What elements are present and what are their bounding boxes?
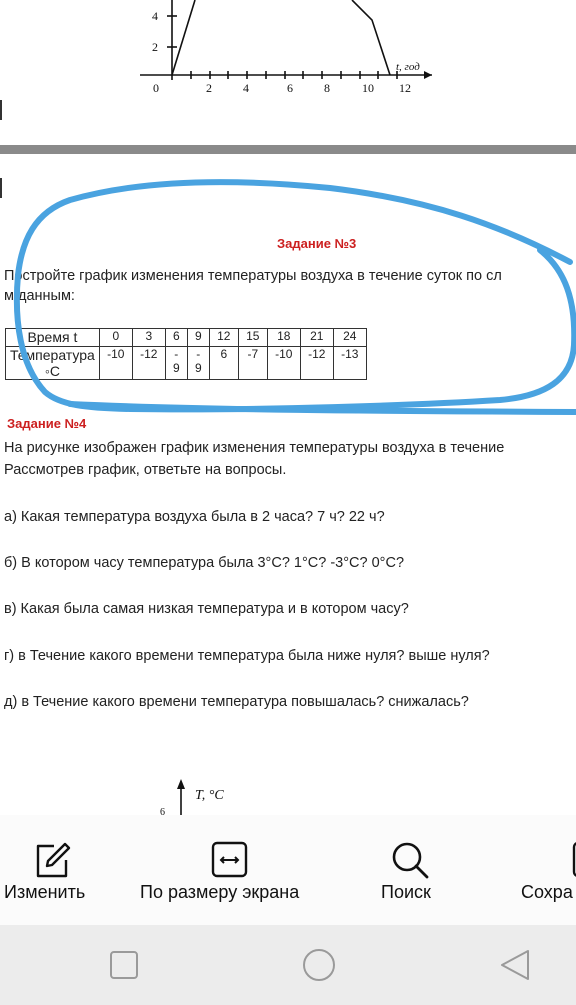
table-cell: 3 bbox=[132, 329, 165, 347]
table-row bbox=[6, 329, 367, 347]
top-graph bbox=[0, 0, 576, 140]
table-cell: 6 bbox=[165, 329, 187, 347]
y-tick-label: 2 bbox=[152, 40, 158, 54]
page-separator bbox=[0, 145, 576, 154]
table-cell bbox=[238, 347, 267, 380]
table-cell: 0 bbox=[99, 329, 132, 347]
task4-text-line: На рисунке изображен график изменения температуры воздуха в течение bbox=[4, 440, 505, 456]
search-label: Поиск bbox=[381, 882, 431, 902]
table-cell bbox=[300, 347, 333, 380]
fit-screen-button[interactable] bbox=[130, 815, 330, 925]
y-tick-label: 4 bbox=[152, 9, 158, 23]
table-cell bbox=[6, 347, 100, 380]
task4-title: Задание №4 bbox=[7, 416, 87, 431]
x-axis-label: t, год bbox=[396, 61, 420, 73]
cell-line: -10 bbox=[107, 347, 125, 361]
edit-label: Изменить bbox=[4, 882, 86, 902]
bottom-graph bbox=[140, 775, 260, 815]
falling-line bbox=[352, 0, 390, 75]
cell-line: - bbox=[174, 347, 179, 361]
question-b: б) В котором часу температура была 3°С? 1°С? -3°С? 0°С? bbox=[4, 555, 405, 571]
table-cell: 9 bbox=[187, 329, 209, 347]
triangle-back-icon[interactable] bbox=[497, 947, 533, 983]
table-cell bbox=[99, 347, 132, 380]
x-tick-label: 2 bbox=[206, 81, 212, 95]
search-icon bbox=[390, 840, 430, 880]
table-cell: 21 bbox=[300, 329, 333, 347]
cell-line: 9 bbox=[194, 361, 202, 375]
question-c: в) Какая была самая низкая температура и в котором часу? bbox=[4, 601, 409, 617]
svg-text:6: 6 bbox=[160, 807, 165, 815]
x-tick-label: 0 bbox=[153, 81, 159, 95]
cell-line: -13 bbox=[341, 347, 359, 361]
fit-screen-label: По размеру экрана bbox=[140, 882, 300, 902]
cell-line: 9 bbox=[172, 361, 180, 375]
rising-line bbox=[172, 0, 195, 75]
x-tick-label: 12 bbox=[399, 81, 411, 95]
table-cell bbox=[209, 347, 238, 380]
table-cell bbox=[333, 347, 366, 380]
cell-line: ◦C bbox=[44, 363, 60, 379]
bottom-toolbar bbox=[0, 815, 576, 925]
cell-line: - bbox=[196, 347, 201, 361]
table-cell: 18 bbox=[267, 329, 300, 347]
square-icon[interactable] bbox=[106, 947, 142, 983]
task3-text-line: Постройте график изменения температуры воздуха в течение суток по сл bbox=[4, 268, 502, 284]
task4-text-line: Рассмотрев график, ответьте на вопросы. bbox=[4, 462, 287, 478]
cell-line: -10 bbox=[275, 347, 293, 361]
x-tick-label: 8 bbox=[324, 81, 330, 95]
table-cell bbox=[165, 347, 187, 380]
cell-line: -7 bbox=[247, 347, 259, 361]
question-a: а) Какая температура воздуха была в 2 часа? 7 ч? 22 ч? bbox=[4, 509, 385, 525]
table-cell bbox=[187, 347, 209, 380]
table-cell: 24 bbox=[333, 329, 366, 347]
question-d: г) в Течение какого времени температура была ниже нуля? выше нуля? bbox=[4, 648, 490, 664]
task3-title: Задание №3 bbox=[277, 236, 357, 251]
x-tick-label: 4 bbox=[243, 81, 249, 95]
edit-button[interactable] bbox=[0, 815, 100, 925]
fit-screen-icon bbox=[210, 840, 250, 880]
table-cell: 12 bbox=[209, 329, 238, 347]
cell-line: -12 bbox=[140, 347, 158, 361]
table-cell bbox=[267, 347, 300, 380]
save-button[interactable] bbox=[515, 815, 576, 925]
x-tick-label: 10 bbox=[362, 81, 374, 95]
table-cell bbox=[132, 347, 165, 380]
text-cursor bbox=[0, 100, 2, 120]
edit-icon bbox=[32, 840, 72, 880]
table-cell: Время t bbox=[6, 329, 100, 347]
cell-line: 6 bbox=[220, 347, 228, 361]
search-button[interactable] bbox=[370, 815, 450, 925]
cell-line: -12 bbox=[308, 347, 326, 361]
system-navigation-bar bbox=[0, 925, 576, 1005]
save-icon bbox=[571, 840, 576, 880]
table-cell: 15 bbox=[238, 329, 267, 347]
question-e: д) в Течение какого времени температура повышалась? снижалась? bbox=[4, 694, 469, 710]
bottom-axis-label: T, °C bbox=[195, 788, 224, 803]
cell-line: Температура bbox=[10, 347, 95, 363]
task3-text-line: м данным: bbox=[4, 288, 75, 304]
text-cursor bbox=[0, 178, 2, 198]
task3-text bbox=[4, 266, 576, 306]
save-label: Сохра bbox=[521, 882, 573, 902]
table-row bbox=[6, 347, 367, 380]
x-tick-label: 6 bbox=[287, 81, 293, 95]
temperature-table bbox=[5, 328, 367, 380]
circle-icon[interactable] bbox=[301, 947, 337, 983]
task4-text bbox=[4, 437, 576, 481]
